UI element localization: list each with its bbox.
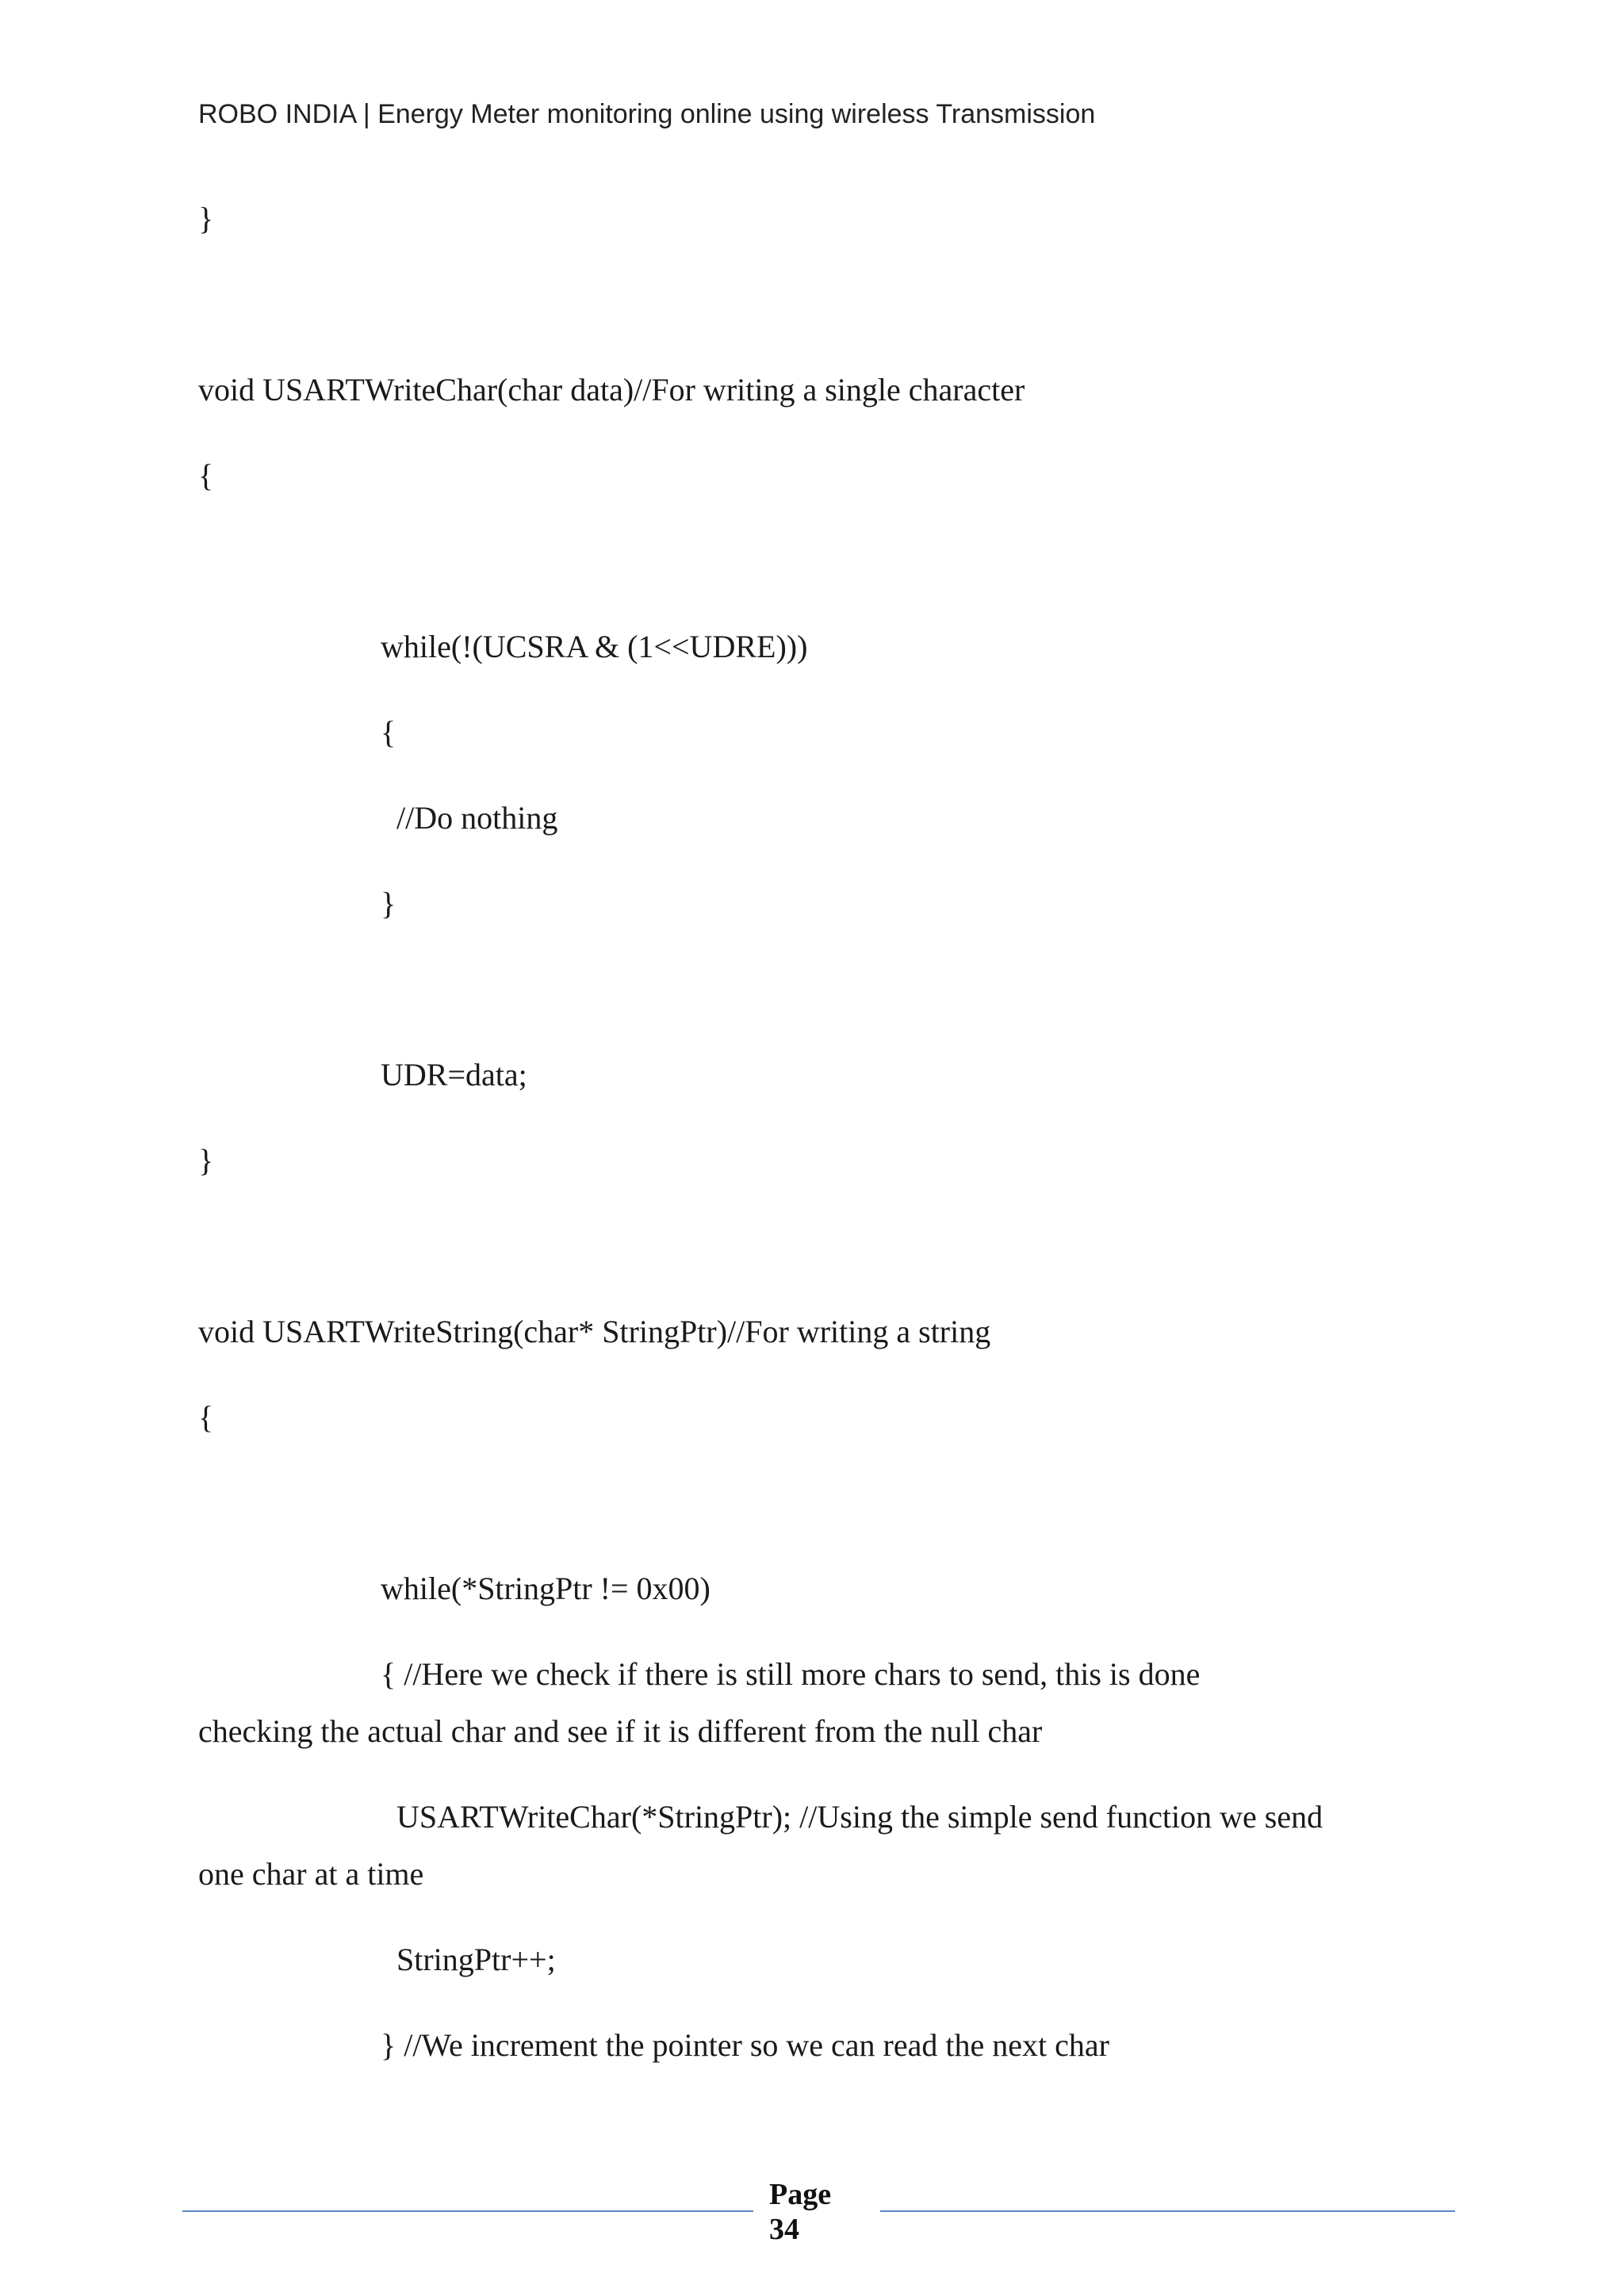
footer-rule-left bbox=[182, 2210, 753, 2212]
page-header-title: ROBO INDIA | Energy Meter monitoring online using wireless Transmission bbox=[198, 99, 1096, 129]
footer-rule-right bbox=[880, 2210, 1455, 2212]
code-line: } //We increment the pointer so we can read the next char bbox=[381, 2027, 1109, 2063]
page-number-value: 34 bbox=[769, 2213, 799, 2246]
code-line: { bbox=[381, 714, 396, 750]
code-line: void USARTWriteChar(char data)//For writing a single character bbox=[198, 372, 1025, 408]
code-line: while(*StringPtr != 0x00) bbox=[381, 1571, 710, 1606]
code-line: //Do nothing bbox=[396, 800, 558, 836]
page-number bbox=[769, 2177, 848, 2247]
code-line: while(!(UCSRA & (1<<UDRE))) bbox=[381, 629, 808, 664]
code-line: void USARTWriteString(char* StringPtr)//For writing a string bbox=[198, 1314, 991, 1349]
code-line: StringPtr++; bbox=[396, 1942, 556, 1977]
code-line: { bbox=[198, 457, 214, 493]
code-line: { bbox=[198, 1399, 214, 1435]
page-word: Page bbox=[769, 2178, 832, 2211]
code-line: { //Here we check if there is still more chars to send, this is done bbox=[381, 1656, 1201, 1692]
code-line: UDR=data; bbox=[381, 1057, 527, 1093]
code-line: } bbox=[198, 1142, 214, 1178]
code-line: } bbox=[198, 201, 214, 236]
code-line: USARTWriteChar(*StringPtr); //Using the simple send function we send bbox=[396, 1799, 1323, 1835]
code-line: } bbox=[381, 886, 396, 921]
code-line: checking the actual char and see if it is different from the null char bbox=[198, 1713, 1043, 1749]
code-line: one char at a time bbox=[198, 1856, 424, 1892]
